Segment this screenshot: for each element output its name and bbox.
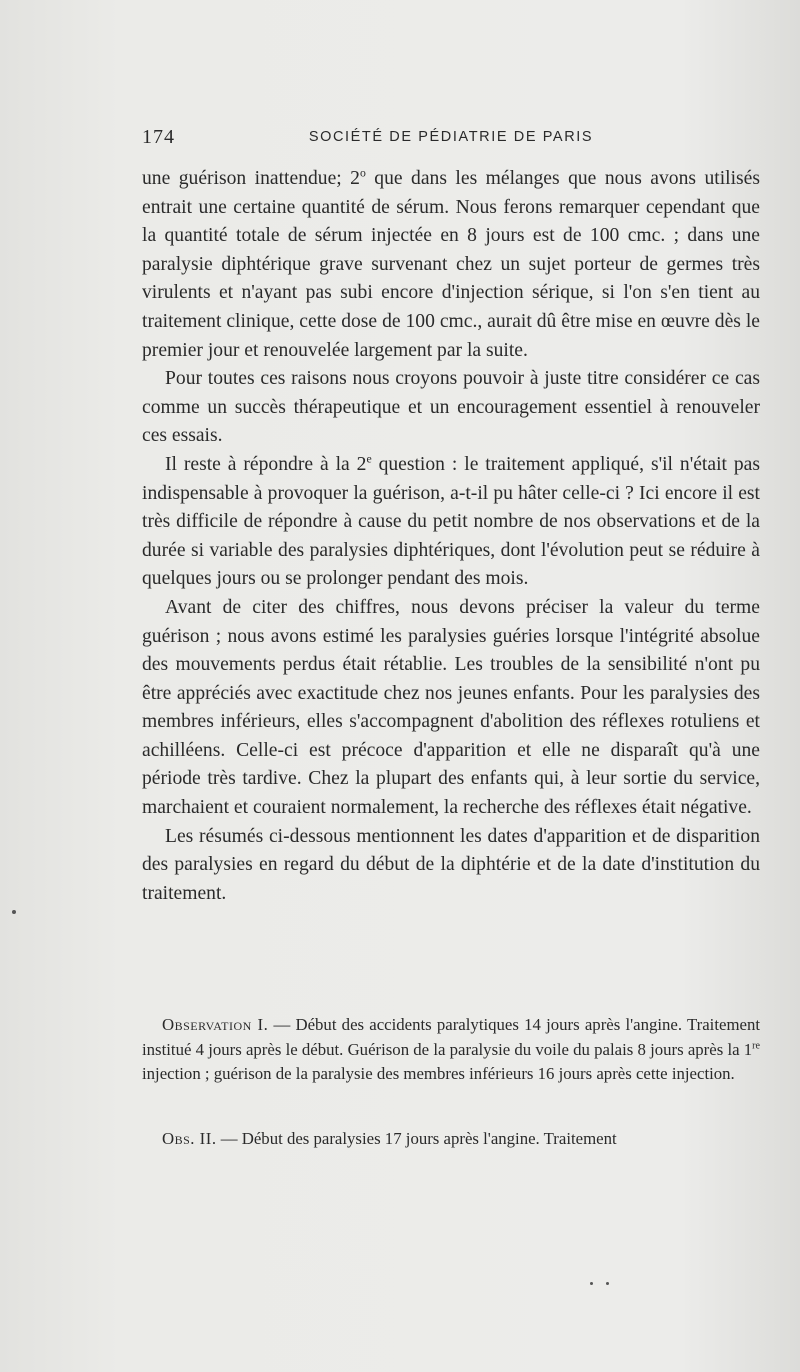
- scan-speck: [12, 910, 16, 914]
- ordinal-superscript: e: [366, 452, 372, 466]
- observation-1-text-a: — Début des accidents paralytiques 14 jours après l'angine. Traitement institué 4 jours après le début. Guérison de la paralysie du voile du palais 8 jours après la 1: [142, 1015, 760, 1059]
- paragraph-1-text-b: que dans les mélanges que nous avons utilisés entrait une certaine quantité de sérum. Nous ferons remarquer cependant que la quantité totale de sérum injectée en 8 jours est de 100 cmc. ; dans une paralysie diphtérique grave survenant chez un sujet porteur de germes très virulents et n'ayant pas subi encore d'injection sérique, si l'on s'en tient au traitement clinique, cette dose de 100 cmc., aurait dû être mise en œuvre dès le premier jour et renouvelée largement par la suite.: [142, 168, 760, 361]
- observation-2-label: Obs. II.: [162, 1129, 217, 1148]
- paragraph-3-text-b: question : le traitement appliqué, s'il n'était pas indispensable à provoquer la guérison, a-t-il pu hâter celle-ci ? Ici encore il est très difficile de répondre à cause du petit nombre de nos observations et de la durée si variable des paralysies diphtériques, dont l'évolution peut se réduire à quelques jours ou se prolonger pendant des mois.: [142, 453, 760, 590]
- ordinal-superscript: re: [752, 1039, 760, 1051]
- scan-speck: [606, 1282, 609, 1285]
- paragraph-2: Pour toutes ces raisons nous croyons pouvoir à juste titre considérer ce cas comme un succès thérapeutique et un encouragement essentiel à renouveler ces essais.: [142, 368, 760, 447]
- body-text: [142, 165, 760, 908]
- paragraph-1-text-a: une guérison inattendue; 2: [142, 168, 360, 189]
- observation-1-text-b: injection ; guérison de la paralysie des membres inférieurs 16 jours après cette injection.: [142, 1064, 735, 1083]
- observation-1: [142, 1013, 760, 1087]
- paragraph-4: Avant de citer des chiffres, nous devons préciser la valeur du terme guérison ; nous avons estimé les paralysies guéries lorsque l'intégrité absolue des mouvements perdus était rétablie. Les troubles de la sensibilité n'ont pu être appréciés avec exactitude chez nos jeunes enfants. Pour les paralysies des membres inférieurs, elles s'accompagnent d'abolition des réflexes rotuliens et achilléens. Celle-ci est précoce d'apparition et elle ne disparaît qu'à une période très tardive. Chez la plupart des enfants qui, à leur sortie du service, marchaient et couraient normalement, la recherche des réflexes était négative.: [142, 596, 760, 819]
- paragraph-5: Les résumés ci-dessous mentionnent les dates d'apparition et de disparition des paralysies en regard du début de la diphtérie et de la date d'institution du traitement.: [142, 825, 760, 904]
- paragraph-3: [142, 451, 760, 594]
- paragraph-1: [142, 165, 760, 365]
- scan-speck: [590, 1282, 593, 1285]
- observation-2: [142, 1127, 760, 1152]
- observation-2-text: — Début des paralysies 17 jours après l'angine. Traitement: [216, 1129, 617, 1148]
- page-header: [142, 126, 760, 152]
- ordinal-superscript: o: [359, 166, 366, 180]
- observation-1-label: Observation I.: [162, 1015, 269, 1034]
- paragraph-3-text-a: Il reste à répondre à la 2: [165, 453, 367, 475]
- running-title: SOCIÉTÉ DE PÉDIATRIE DE PARIS: [308, 129, 594, 145]
- page-number: 174: [142, 126, 175, 148]
